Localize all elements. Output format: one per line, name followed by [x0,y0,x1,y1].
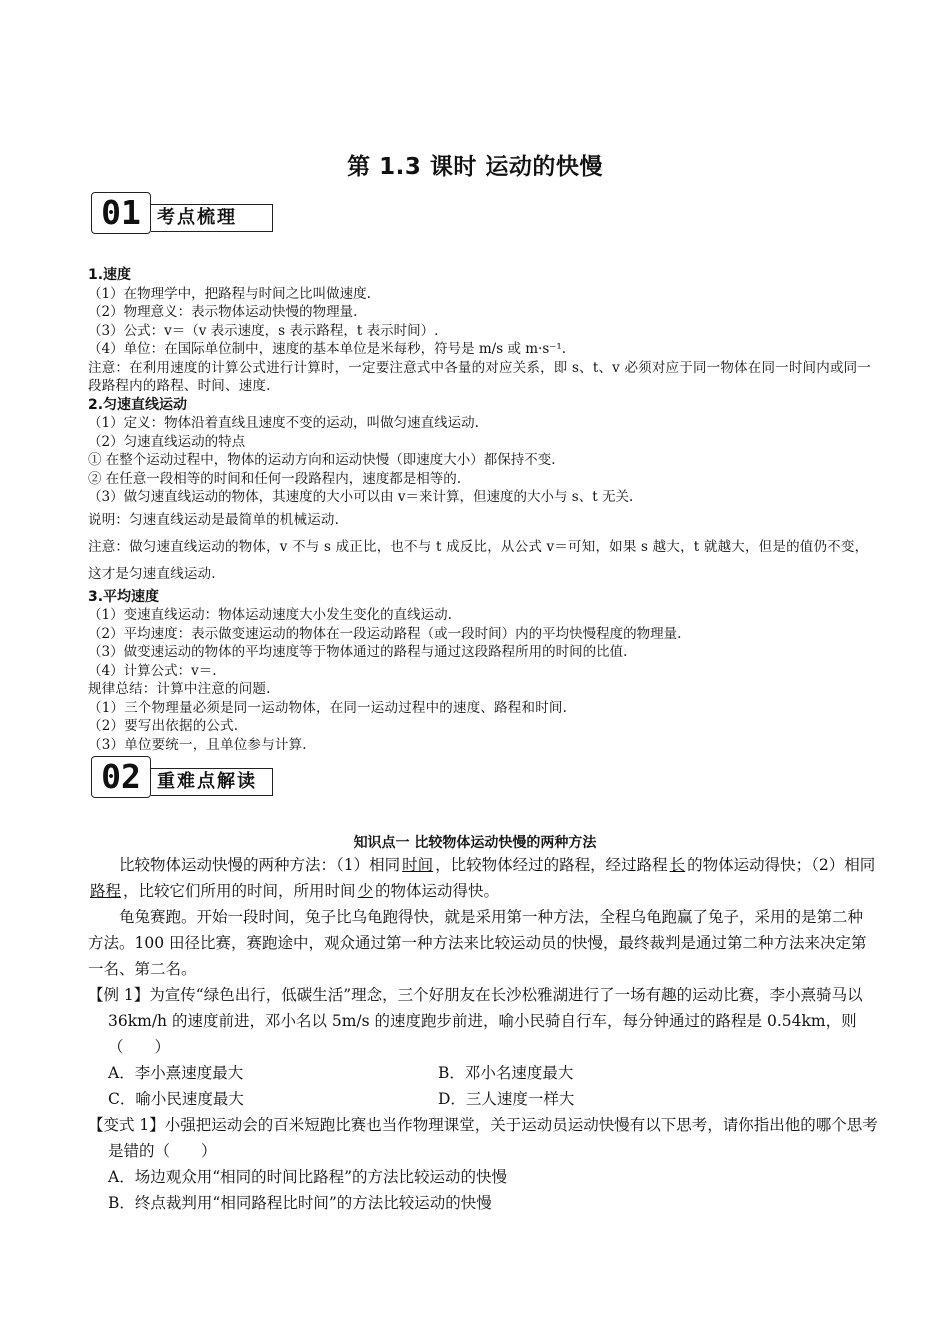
note: （3）单位要统一，且单位参与计算. [88,736,307,753]
text-line: （4）单位：在国际单位制中，速度的基本单位是米每秒，符号是 m/s 或 m·s⁻¹. [88,341,567,357]
text-line: （1）在物理学中，把路程与时间之比叫做速度. [88,285,371,302]
option-a: A．李小熹速度最大 [108,1064,244,1082]
text-span: 比较物体运动快慢的两种方法：（1）相同 [119,856,401,874]
heading-speed: 1.速度 [88,267,132,283]
variant-1: 【变式 1】小强把运动会的百米短跑比赛也当作物理课堂，关于运动员运动快慢有以下思考，请你指出他的哪个思考是错的（ ） [88,1116,878,1160]
text-span: ，比较物体经过的路程，经过路程 [435,856,668,874]
option-d: D．三人速度一样大 [438,1090,575,1108]
text-span: ，比较它们所用的时间，所用时间 [123,882,356,900]
text-span: 的物体运动得快；（2）相同 [687,856,876,874]
text-line: （4）计算公式：v＝. [88,662,217,679]
text-line: （1）定义：物体沿着直线且速度不变的运动，叫做匀速直线运动. [88,415,479,431]
page-title: 第 1.3 课时 运动的快慢 [347,154,603,180]
text-line: （1）变速直线运动：物体运动速度大小发生变化的直线运动. [88,607,452,623]
text-line: （2）匀速直线运动的特点 [88,433,246,450]
note: 说明：匀速直线运动是最简单的机械运动. [88,511,340,528]
answer-blank: 少 [357,882,374,900]
section-number: 01 [91,192,151,234]
text-line: （3）公式：v＝（v 表示速度，s 表示路程，t 表示时间）. [88,322,439,339]
section-badge-1 [91,192,271,234]
note: （2）要写出依据的公式. [88,718,239,734]
note: （1）三个物理量必须是同一运动物体，在同一运动过程中的速度、路程和时间. [88,699,568,716]
note: 规律总结：计算中注意的问题. [88,681,271,697]
heading-average-speed: 3.平均速度 [88,588,160,605]
section-number: 02 [91,756,151,798]
note: 注意：做匀速直线运动的物体，v 不与 s 成正比，也不与 t 成反比，从公式 v＝可知，如果 s 越大，t 就越大，但是的值仍不变，这才是匀速直线运动. [88,538,869,582]
text-line: （3）做变速运动的物体的平均速度等于物体通过的路程与通过这段路程所用的时间的比值. [88,644,628,660]
heading-uniform-motion: 2.匀速直线运动 [88,396,188,413]
text-line: ② 在任意一段相等的时间和任何一段路程内，速度都是相等的. [88,470,462,487]
option-c: C．喻小民速度最大 [108,1090,244,1108]
option-row [88,1086,878,1112]
paragraph-tortoise-hare: 龟兔赛跑。开始一段时间，兔子比乌龟跑得快，就是采用第一种方法，全程乌龟跑赢了兔子，采用的是第二种方法。100 田径比赛，赛跑途中，观众通过第一种方法来比较运动员的快慢，最终裁判是通过第二种方法来决定第一名、第二名。 [88,908,867,978]
text-span: 的物体运动得快。 [375,882,500,900]
answer-blank: 路程 [90,882,122,900]
example-1: 【例 1】为宣传“绿色出行，低碳生活”理念，三个好朋友在长沙松雅湖进行了一场有趣的运动比赛，李小熹骑马以 36km/h 的速度前进，邓小名以 5m/s 的速度跑步前进，喻小民骑自行车，每分钟通过的路程是 0.54km，则（ ） [88,986,863,1056]
option-row [88,1060,878,1086]
text-line: ① 在整个运动过程中，物体的运动方向和运动快慢（即速度大小）都保持不变. [88,452,556,468]
paragraph-methods [88,852,878,904]
difficulty-section [88,852,878,1216]
section-label: 重难点解读 [151,768,273,796]
key-points-section [88,266,878,754]
answer-blank: 长 [669,856,686,874]
text-line: （3）做匀速直线运动的物体，其速度的大小可以由 v＝来计算，但速度的大小与 s、t 无关. [88,489,634,505]
variant-option-a: A．场边观众用“相同的时间比路程”的方法比较运动的快慢 [108,1168,508,1186]
note: 注意：在利用速度的计算公式进行计算时，一定要注意式中各量的对应关系，即 s、t、v 必须对应于同一物体在同一时间内或同一段路程内的路程、时间、速度. [88,359,872,394]
section-label: 考点梳理 [151,204,273,232]
text-line: （2）平均速度：表示做变速运动的物体在一段运动路程（或一段时间）内的平均快慢程度的物理量. [88,625,682,642]
option-b: B．邓小名速度最大 [438,1064,574,1082]
knowledge-point-title: 知识点一 比较物体运动快慢的两种方法 [353,835,597,851]
section-badge-2 [91,756,271,798]
answer-blank: 时间 [402,856,434,874]
variant-option-b: B．终点裁判用“相同路程比时间”的方法比较运动的快慢 [108,1194,492,1212]
text-line: （2）物理意义：表示物体运动快慢的物理量. [88,304,358,320]
